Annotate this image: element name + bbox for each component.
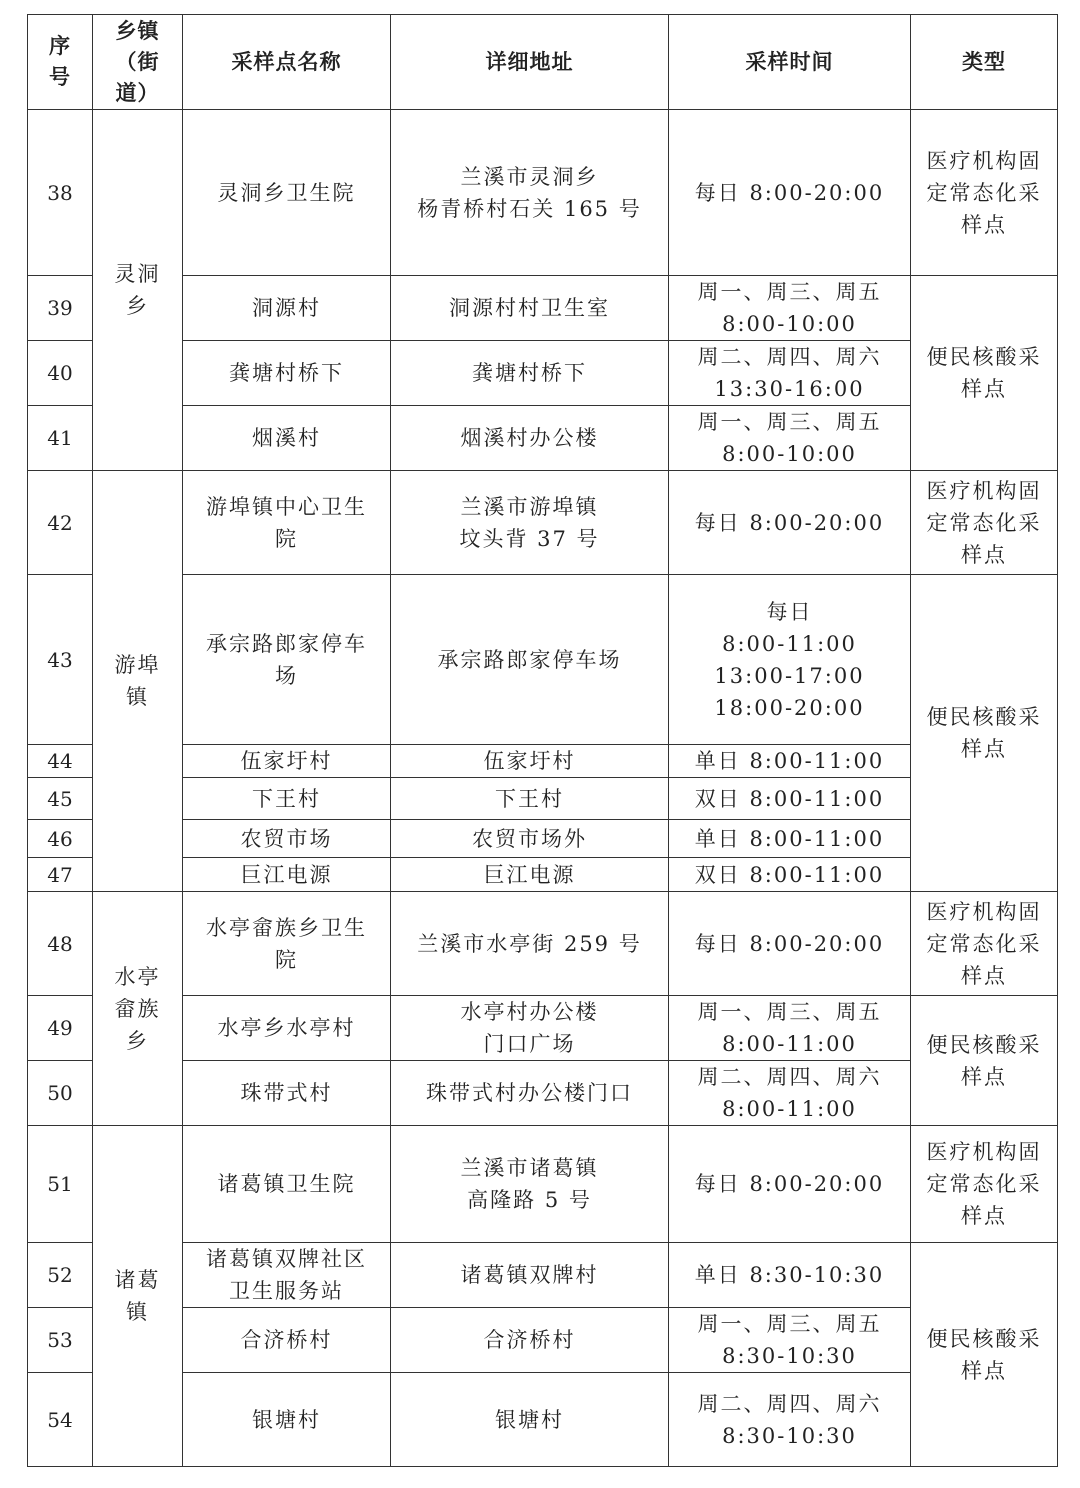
- row-number: 53: [28, 1308, 93, 1373]
- site-type: 便民核酸采 样点: [911, 1243, 1058, 1467]
- row-number: 44: [28, 745, 93, 778]
- sampling-time: 周一、周三、周五 8:00-10:00: [669, 406, 911, 471]
- table-row: [28, 575, 1058, 745]
- site-name: 诸葛镇卫生院: [183, 1126, 391, 1243]
- site-type: 医疗机构固 定常态化采 样点: [911, 110, 1058, 276]
- table-row: [28, 276, 1058, 341]
- table-row: [28, 996, 1058, 1061]
- row-number: 38: [28, 110, 93, 276]
- sampling-time: 周一、周三、周五 8:30-10:30: [669, 1308, 911, 1373]
- sampling-time: 单日 8:00-11:00: [669, 745, 911, 778]
- row-number: 49: [28, 996, 93, 1061]
- row-number: 46: [28, 820, 93, 858]
- site-address: 兰溪市诸葛镇 高隆路 5 号: [391, 1126, 669, 1243]
- site-name: 洞源村: [183, 276, 391, 341]
- row-number: 39: [28, 276, 93, 341]
- header-town: 乡镇 （街 道）: [93, 15, 183, 110]
- site-address: 珠带式村办公楼门口: [391, 1061, 669, 1126]
- row-number: 51: [28, 1126, 93, 1243]
- table-row: [28, 471, 1058, 575]
- table-row: [28, 1061, 1058, 1126]
- sampling-time: 单日 8:00-11:00: [669, 820, 911, 858]
- site-name: 灵洞乡卫生院: [183, 110, 391, 276]
- site-name: 水亭乡水亭村: [183, 996, 391, 1061]
- site-address: 巨江电源: [391, 858, 669, 892]
- site-address: 银塘村: [391, 1373, 669, 1467]
- site-type: 便民核酸采 样点: [911, 276, 1058, 471]
- site-name: 合济桥村: [183, 1308, 391, 1373]
- row-number: 47: [28, 858, 93, 892]
- table-row: [28, 1243, 1058, 1308]
- table-row: [28, 406, 1058, 471]
- site-type: 医疗机构固 定常态化采 样点: [911, 892, 1058, 996]
- site-address: 烟溪村办公楼: [391, 406, 669, 471]
- table-row: [28, 820, 1058, 858]
- site-name: 巨江电源: [183, 858, 391, 892]
- site-name: 银塘村: [183, 1373, 391, 1467]
- row-number: 42: [28, 471, 93, 575]
- header-site: 采样点名称: [183, 15, 391, 110]
- town-cell-shuiting: 水亭 畲族 乡: [93, 892, 183, 1126]
- table-row: [28, 892, 1058, 996]
- header-type: 类型: [911, 15, 1058, 110]
- site-address: 兰溪市游埠镇 坟头背 37 号: [391, 471, 669, 575]
- site-name: 承宗路郎家停车 场: [183, 575, 391, 745]
- table-row: [28, 745, 1058, 778]
- table-row: [28, 858, 1058, 892]
- row-number: 45: [28, 778, 93, 820]
- sampling-time: 每日 8:00-20:00: [669, 1126, 911, 1243]
- site-address: 合济桥村: [391, 1308, 669, 1373]
- site-type: 便民核酸采 样点: [911, 996, 1058, 1126]
- site-name: 伍家圩村: [183, 745, 391, 778]
- site-address: 洞源村村卫生室: [391, 276, 669, 341]
- sampling-time: 单日 8:30-10:30: [669, 1243, 911, 1308]
- site-name: 烟溪村: [183, 406, 391, 471]
- header-row: [28, 15, 1058, 110]
- table-row: [28, 110, 1058, 276]
- sampling-time: 双日 8:00-11:00: [669, 778, 911, 820]
- table-row: [28, 341, 1058, 406]
- sampling-time: 周二、周四、周六 8:30-10:30: [669, 1373, 911, 1467]
- row-number: 54: [28, 1373, 93, 1467]
- sampling-time: 每日 8:00-20:00: [669, 110, 911, 276]
- site-name: 游埠镇中心卫生 院: [183, 471, 391, 575]
- site-name: 水亭畲族乡卫生 院: [183, 892, 391, 996]
- sampling-time: 双日 8:00-11:00: [669, 858, 911, 892]
- row-number: 50: [28, 1061, 93, 1126]
- site-type: 医疗机构固 定常态化采 样点: [911, 471, 1058, 575]
- town-cell-zhuge: 诸葛 镇: [93, 1126, 183, 1467]
- sampling-time: 每日 8:00-20:00: [669, 892, 911, 996]
- site-name: 下王村: [183, 778, 391, 820]
- town-cell-lingdong: 灵洞 乡: [93, 110, 183, 471]
- site-name: 珠带式村: [183, 1061, 391, 1126]
- table-row: [28, 1308, 1058, 1373]
- town-cell-youbu: 游埠 镇: [93, 471, 183, 892]
- site-address: 承宗路郎家停车场: [391, 575, 669, 745]
- site-address: 农贸市场外: [391, 820, 669, 858]
- site-name: 诸葛镇双牌社区 卫生服务站: [183, 1243, 391, 1308]
- row-number: 43: [28, 575, 93, 745]
- sampling-time: 每日 8:00-20:00: [669, 471, 911, 575]
- sampling-sites-table: [27, 14, 1058, 1467]
- sampling-time: 周一、周三、周五 8:00-11:00: [669, 996, 911, 1061]
- sampling-time: 周一、周三、周五 8:00-10:00: [669, 276, 911, 341]
- site-address: 兰溪市灵洞乡 杨青桥村石关 165 号: [391, 110, 669, 276]
- sampling-time: 每日 8:00-11:00 13:00-17:00 18:00-20:00: [669, 575, 911, 745]
- site-address: 下王村: [391, 778, 669, 820]
- row-number: 52: [28, 1243, 93, 1308]
- site-address: 诸葛镇双牌村: [391, 1243, 669, 1308]
- row-number: 40: [28, 341, 93, 406]
- row-number: 48: [28, 892, 93, 996]
- sampling-time: 周二、周四、周六 8:00-11:00: [669, 1061, 911, 1126]
- site-address: 伍家圩村: [391, 745, 669, 778]
- table-row: [28, 1373, 1058, 1467]
- header-address: 详细地址: [391, 15, 669, 110]
- sampling-time: 周二、周四、周六 13:30-16:00: [669, 341, 911, 406]
- site-type: 便民核酸采 样点: [911, 575, 1058, 892]
- site-name: 龚塘村桥下: [183, 341, 391, 406]
- header-time: 采样时间: [669, 15, 911, 110]
- site-address: 水亭村办公楼 门口广场: [391, 996, 669, 1061]
- table-row: [28, 1126, 1058, 1243]
- site-address: 兰溪市水亭街 259 号: [391, 892, 669, 996]
- site-type: 医疗机构固 定常态化采 样点: [911, 1126, 1058, 1243]
- site-address: 龚塘村桥下: [391, 341, 669, 406]
- site-name: 农贸市场: [183, 820, 391, 858]
- row-number: 41: [28, 406, 93, 471]
- header-seq: 序 号: [28, 15, 93, 110]
- table-row: [28, 778, 1058, 820]
